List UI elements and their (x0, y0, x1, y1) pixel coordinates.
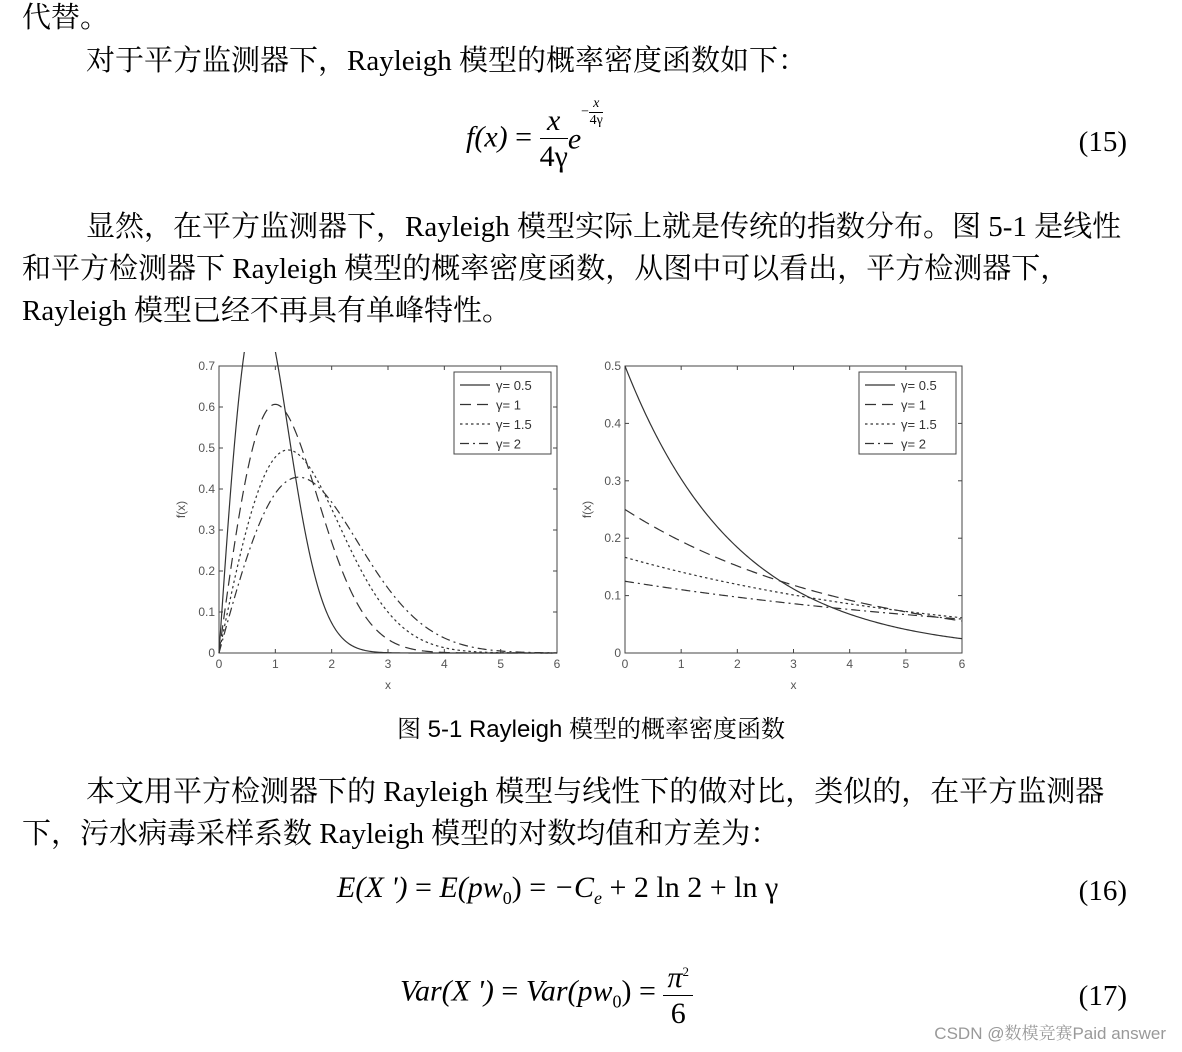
figure-caption: 图 5-1 Rayleigh 模型的概率密度函数 (396, 716, 786, 743)
y-tick-label: 0.5 (604, 359, 621, 373)
y-axis-label: f(x) (580, 500, 594, 519)
x-tick-label: 1 (271, 657, 279, 671)
eq17-frac-num-sup: 2 (682, 964, 689, 979)
y-tick-label: 0.3 (604, 473, 621, 488)
y-tick-label: 0.3 (198, 523, 215, 537)
eq16-lhs: E(X ') (337, 871, 408, 904)
legend-label: γ= 1 (496, 397, 521, 413)
x-tick-label: 3 (790, 657, 797, 671)
eq17-frac-numerator (663, 955, 693, 996)
y-tick-label: 0.2 (604, 531, 621, 546)
eq17-sub0: 0 (612, 991, 622, 1012)
equation-17-number: (17) (1078, 980, 1127, 1012)
eq15-exp-num: x (589, 96, 603, 113)
y-tick-label: 0.5 (198, 441, 215, 455)
x-tick-label: 5 (497, 657, 505, 671)
series-line (219, 450, 557, 653)
series-line (625, 510, 962, 621)
eq17-fraction (663, 955, 693, 1032)
figure-5-1 (170, 352, 990, 697)
equation-15 (466, 96, 603, 175)
eq15-exp-den: 4γ (589, 113, 603, 128)
y-tick-label: 0.4 (198, 482, 215, 496)
x-axis-label: x (385, 678, 391, 692)
eq16-sub0: 0 (502, 888, 512, 908)
x-tick-label: 0 (215, 657, 223, 671)
legend-label: γ= 1 (901, 397, 926, 413)
eq17-close: ) (621, 974, 632, 1008)
x-tick-label: 2 (328, 657, 336, 671)
eq16-rhs-b: + 2 ln 2 + ln γ (601, 871, 779, 904)
eq17-frac-num: π (667, 961, 683, 994)
legend-label: γ= 2 (496, 436, 521, 452)
series-line (219, 477, 557, 653)
legend-label: γ= 1.5 (496, 417, 532, 432)
legend-label: γ= 2 (901, 436, 926, 452)
x-axis-label: x (790, 678, 797, 692)
y-tick-label: 0.1 (198, 605, 215, 619)
legend-label: γ= 0.5 (496, 378, 532, 393)
eq16-sub-e: e (593, 888, 602, 908)
eq17-mid: Var(pw (525, 974, 613, 1008)
x-tick-label: 0 (621, 657, 629, 671)
equation-15-number: (15) (1078, 126, 1127, 158)
y-tick-label: 0.2 (198, 564, 215, 578)
eq15-base: e (567, 122, 582, 156)
y-tick-label: 0.7 (198, 359, 215, 373)
legend-label: γ= 0.5 (901, 378, 937, 393)
eq15-lhs: f(x) (466, 120, 508, 154)
y-axis-label: f(x) (174, 500, 188, 519)
eq15-exponent (581, 96, 603, 129)
eq16-close: ) (511, 871, 522, 904)
legend-label: γ= 1.5 (901, 417, 937, 432)
eq15-frac-den: 4γ (539, 140, 568, 173)
eq17-equals-2: = (639, 974, 656, 1008)
y-tick-label: 0 (614, 646, 621, 660)
eq16-mid: E(pw (439, 871, 503, 904)
eq17-equals-1: = (501, 974, 519, 1008)
csdn-watermark: CSDN @数模竞赛Paid answer (934, 1024, 1166, 1043)
equation-16-number: (16) (1078, 875, 1127, 907)
eq17-frac-den: 6 (670, 997, 686, 1030)
eq15-fraction (540, 104, 568, 175)
paragraph-2: 显然，在平方监测器下，Rayleigh 模型实际上就是传统的指数分布。图 5-1 是线性和平方检测器下 Rayleigh 模型的概率密度函数，从图中可以看出，平方检测器下，Rayleigh 模型已经不再具有单峰特性。 (22, 211, 1122, 327)
x-tick-label: 4 (440, 657, 448, 671)
eq16-equals-2: = (529, 871, 547, 904)
paragraph-1: 对于平方监测器下，Rayleigh 模型的概率密度函数如下： (86, 45, 807, 77)
eq15-frac-num: x (540, 104, 568, 139)
paragraph-line0: 代替。 (22, 2, 110, 34)
y-tick-label: 0.6 (198, 400, 215, 414)
equation-17 (400, 955, 693, 1032)
x-tick-label: 1 (677, 657, 685, 671)
y-tick-label: 0.1 (604, 588, 621, 603)
x-tick-label: 4 (846, 657, 854, 671)
y-tick-label: 0 (208, 646, 215, 660)
eq16-rhs-a: −C (553, 871, 594, 904)
chart-left-linear (174, 352, 561, 692)
series-line (625, 557, 962, 617)
eq15-exp-fraction (589, 96, 603, 129)
x-tick-label: 5 (902, 657, 910, 671)
x-tick-label: 6 (958, 657, 966, 671)
eq16-equals-1: = (415, 871, 432, 904)
x-tick-label: 3 (384, 657, 392, 671)
y-tick-label: 0.4 (604, 416, 621, 431)
x-tick-label: 6 (553, 657, 561, 671)
equation-16 (337, 871, 778, 909)
x-tick-label: 2 (733, 657, 741, 671)
chart-right-square (580, 359, 966, 692)
paragraph-3: 本文用平方检测器下的 Rayleigh 模型与线性下的做对比，类似的，在平方监测器下，污水病毒采样系数 Rayleigh 模型的对数均值和方差为： (22, 776, 1105, 850)
eq15-equals: = (515, 120, 533, 154)
eq17-lhs: Var(X ') (400, 974, 494, 1008)
eq15-exp-sign: − (581, 104, 590, 120)
